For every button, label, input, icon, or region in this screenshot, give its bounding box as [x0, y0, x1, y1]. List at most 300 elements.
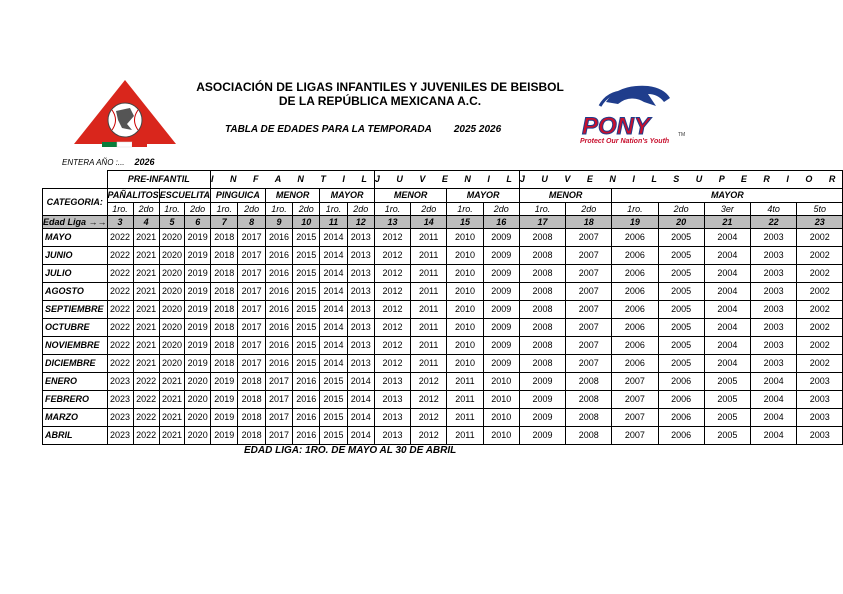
- year-cell: 2005: [704, 408, 750, 426]
- year-cell: 2010: [483, 408, 519, 426]
- year-cell: 2011: [447, 408, 483, 426]
- subgroup-pinguica: PINGUICA: [211, 188, 266, 202]
- year-cell: 2002: [797, 282, 843, 300]
- age-cell: 18: [566, 215, 612, 228]
- year-cell: 2019: [211, 408, 238, 426]
- year-cell: 2023: [107, 408, 133, 426]
- year-cell: 2007: [566, 336, 612, 354]
- year-cell: 2019: [185, 246, 211, 264]
- flag-red: [132, 142, 147, 147]
- year-cell: 2016: [265, 264, 292, 282]
- year-cell: 2002: [797, 228, 843, 246]
- age-cell: 11: [320, 215, 347, 228]
- year-cell: 2009: [519, 426, 565, 444]
- year-cell: 2022: [107, 246, 133, 264]
- year-cell: 2013: [347, 264, 374, 282]
- pony-wordmark: PONY: [582, 113, 651, 140]
- year-cell: 2009: [519, 390, 565, 408]
- ordinal-cell: 2do: [185, 202, 211, 215]
- year-cell: 2022: [133, 390, 159, 408]
- ordinal-cell: 5to: [797, 202, 843, 215]
- ordinal-cell: 1ro.: [107, 202, 133, 215]
- year-cell: 2013: [374, 390, 410, 408]
- age-cell: 3: [107, 215, 133, 228]
- flag-white: [117, 142, 132, 147]
- month-label: JUNIO: [43, 246, 108, 264]
- age-cell: 20: [658, 215, 704, 228]
- year-cell: 2015: [320, 372, 347, 390]
- month-label: AGOSTO: [43, 282, 108, 300]
- year-cell: 2015: [293, 264, 320, 282]
- season-subtitle: [225, 124, 501, 135]
- year-cell: 2010: [447, 264, 483, 282]
- year-cell: 2018: [238, 408, 265, 426]
- year-cell: 2003: [750, 282, 796, 300]
- year-cell: 2013: [347, 318, 374, 336]
- ordinal-cell: 1ro.: [320, 202, 347, 215]
- year-cell: 2022: [133, 426, 159, 444]
- year-cell: 2019: [211, 426, 238, 444]
- year-cell: 2010: [483, 372, 519, 390]
- ordinal-cell: 2do: [347, 202, 374, 215]
- year-cell: 2006: [658, 426, 704, 444]
- year-cell: 2003: [750, 318, 796, 336]
- month-label: MAYO: [43, 228, 108, 246]
- year-cell: 2006: [612, 282, 658, 300]
- year-cell: 2015: [293, 318, 320, 336]
- year-cell: 2015: [320, 426, 347, 444]
- group-pre-infantil: PRE-INFANTIL: [107, 171, 211, 189]
- year-cell: 2021: [133, 282, 159, 300]
- year-cell: 2006: [612, 354, 658, 372]
- year-cell: 2017: [265, 426, 292, 444]
- year-cell: 2008: [566, 426, 612, 444]
- table-row: [43, 372, 843, 390]
- table-row: [43, 390, 843, 408]
- year-cell: 2014: [320, 336, 347, 354]
- year-cell: 2003: [750, 354, 796, 372]
- year-cell: 2020: [185, 372, 211, 390]
- year-cell: 2022: [133, 372, 159, 390]
- year-cell: 2005: [658, 318, 704, 336]
- year-cell: 2012: [411, 408, 447, 426]
- year-cell: 2018: [211, 336, 238, 354]
- ordinal-cell: 1ro.: [265, 202, 292, 215]
- year-cell: 2012: [411, 426, 447, 444]
- year-cell: 2011: [447, 426, 483, 444]
- year-cell: 2012: [374, 246, 410, 264]
- month-label: DICIEMBRE: [43, 354, 108, 372]
- group-juvenil: J U V E N I L: [374, 171, 519, 189]
- year-cell: 2009: [483, 318, 519, 336]
- year-cell: 2008: [519, 336, 565, 354]
- year-cell: 2006: [658, 390, 704, 408]
- year-cell: 2004: [704, 300, 750, 318]
- year-cell: 2003: [797, 372, 843, 390]
- year-cell: 2011: [411, 300, 447, 318]
- year-cell: 2005: [704, 372, 750, 390]
- year-cell: 2015: [293, 336, 320, 354]
- year-cell: 2014: [320, 228, 347, 246]
- year-cell: 2021: [159, 372, 185, 390]
- year-cell: 2020: [159, 282, 185, 300]
- year-cell: 2008: [519, 318, 565, 336]
- year-cell: 2021: [133, 318, 159, 336]
- year-cell: 2014: [320, 300, 347, 318]
- year-cell: 2018: [238, 390, 265, 408]
- year-cell: 2003: [750, 300, 796, 318]
- year-cell: 2020: [159, 318, 185, 336]
- year-cell: 2010: [447, 354, 483, 372]
- entera-label: ENTERA AÑO :...: [62, 158, 125, 167]
- year-cell: 2007: [566, 354, 612, 372]
- year-cell: 2018: [238, 426, 265, 444]
- ordinal-row: [43, 202, 843, 215]
- year-cell: 2004: [750, 408, 796, 426]
- year-cell: 2009: [483, 354, 519, 372]
- year-cell: 2015: [293, 300, 320, 318]
- year-cell: 2015: [293, 228, 320, 246]
- ordinal-cell: 1ro.: [519, 202, 565, 215]
- year-cell: 2004: [704, 318, 750, 336]
- year-cell: 2005: [658, 282, 704, 300]
- entera-year: 2026: [134, 157, 155, 167]
- year-cell: 2005: [658, 354, 704, 372]
- year-cell: 2011: [411, 318, 447, 336]
- year-cell: 2003: [750, 228, 796, 246]
- year-cell: 2009: [519, 372, 565, 390]
- subgroup-juvenil-menor: MENOR: [374, 188, 447, 202]
- year-cell: 2005: [704, 426, 750, 444]
- table-row: [43, 318, 843, 336]
- year-cell: 2014: [347, 426, 374, 444]
- year-cell: 2003: [797, 390, 843, 408]
- year-cell: 2010: [447, 300, 483, 318]
- month-label: OCTUBRE: [43, 318, 108, 336]
- year-cell: 2018: [211, 228, 238, 246]
- year-cell: 2019: [185, 282, 211, 300]
- year-cell: 2006: [612, 228, 658, 246]
- year-cell: 2009: [483, 228, 519, 246]
- year-cell: 2008: [566, 390, 612, 408]
- year-cell: 2007: [612, 408, 658, 426]
- year-cell: 2009: [483, 300, 519, 318]
- month-label: SEPTIEMBRE: [43, 300, 108, 318]
- year-cell: 2003: [797, 426, 843, 444]
- year-cell: 2010: [447, 282, 483, 300]
- year-cell: 2006: [612, 264, 658, 282]
- pony-horse-head-icon: [606, 86, 670, 106]
- year-cell: 2015: [293, 282, 320, 300]
- ordinal-cell: 1ro.: [159, 202, 185, 215]
- year-cell: 2009: [519, 408, 565, 426]
- year-cell: 2017: [265, 372, 292, 390]
- association-title: [195, 80, 565, 108]
- table-row: [43, 336, 843, 354]
- year-cell: 2012: [374, 228, 410, 246]
- year-cell: 2002: [797, 318, 843, 336]
- year-cell: 2022: [107, 354, 133, 372]
- year-cell: 2013: [347, 354, 374, 372]
- year-cell: 2004: [704, 264, 750, 282]
- ordinal-cell: 1ro.: [374, 202, 410, 215]
- ordinal-cell: 2do: [238, 202, 265, 215]
- year-cell: 2022: [107, 282, 133, 300]
- year-cell: 2004: [750, 390, 796, 408]
- ordinal-cell: 2do: [411, 202, 447, 215]
- year-cell: 2010: [483, 426, 519, 444]
- group-juvenil-superior: J U V E N I L S U P E R I O R: [519, 171, 843, 189]
- year-cell: 2007: [566, 318, 612, 336]
- year-cell: 2005: [658, 246, 704, 264]
- year-cell: 2008: [519, 300, 565, 318]
- year-cell: 2002: [797, 354, 843, 372]
- year-cell: 2007: [612, 372, 658, 390]
- year-cell: 2012: [374, 282, 410, 300]
- year-cell: 2007: [566, 282, 612, 300]
- ordinal-cell: 1ro.: [447, 202, 483, 215]
- year-cell: 2023: [107, 426, 133, 444]
- year-cell: 2015: [320, 408, 347, 426]
- year-cell: 2017: [238, 282, 265, 300]
- year-cell: 2019: [185, 228, 211, 246]
- year-cell: 2003: [750, 246, 796, 264]
- year-cell: 2022: [107, 300, 133, 318]
- year-cell: 2022: [107, 228, 133, 246]
- year-cell: 2008: [519, 282, 565, 300]
- year-cell: 2016: [265, 318, 292, 336]
- year-cell: 2005: [704, 390, 750, 408]
- year-cell: 2017: [265, 390, 292, 408]
- year-cell: 2015: [293, 246, 320, 264]
- year-cell: 2018: [211, 246, 238, 264]
- table-row: [43, 264, 843, 282]
- ordinal-cell: 2do: [483, 202, 519, 215]
- year-cell: 2021: [133, 228, 159, 246]
- month-label: MARZO: [43, 408, 108, 426]
- year-cell: 2002: [797, 264, 843, 282]
- table-row: [43, 408, 843, 426]
- year-cell: 2018: [211, 282, 238, 300]
- year-cell: 2017: [238, 318, 265, 336]
- year-cell: 2013: [347, 336, 374, 354]
- age-cell: 21: [704, 215, 750, 228]
- year-cell: 2009: [483, 336, 519, 354]
- year-cell: 2012: [374, 300, 410, 318]
- group-infantil: I N F A N T I L: [211, 171, 375, 189]
- age-cell: 16: [483, 215, 519, 228]
- year-cell: 2015: [320, 390, 347, 408]
- year-cell: 2018: [211, 318, 238, 336]
- year-cell: 2021: [133, 336, 159, 354]
- year-cell: 2014: [320, 264, 347, 282]
- year-cell: 2011: [447, 390, 483, 408]
- year-cell: 2016: [265, 354, 292, 372]
- year-cell: 2016: [265, 336, 292, 354]
- year-cell: 2004: [704, 282, 750, 300]
- year-cell: 2016: [265, 282, 292, 300]
- age-table: [42, 170, 843, 445]
- subgroup-infantil-menor: MENOR: [265, 188, 320, 202]
- year-cell: 2016: [265, 228, 292, 246]
- year-cell: 2014: [320, 318, 347, 336]
- year-cell: 2016: [293, 372, 320, 390]
- year-cell: 2014: [347, 408, 374, 426]
- ordinal-cell: 2do: [293, 202, 320, 215]
- year-cell: 2017: [238, 246, 265, 264]
- year-cell: 2020: [159, 300, 185, 318]
- year-cell: 2020: [185, 390, 211, 408]
- year-cell: 2020: [159, 246, 185, 264]
- year-cell: 2008: [519, 228, 565, 246]
- year-cell: 2006: [658, 408, 704, 426]
- year-cell: 2021: [133, 264, 159, 282]
- year-cell: 2019: [211, 390, 238, 408]
- year-cell: 2016: [293, 426, 320, 444]
- year-cell: 2013: [347, 246, 374, 264]
- ordinal-cell: 2do: [566, 202, 612, 215]
- year-cell: 2014: [320, 354, 347, 372]
- year-cell: 2004: [704, 228, 750, 246]
- year-cell: 2018: [211, 354, 238, 372]
- subgroup-panalitos: PAÑALITOS: [107, 190, 159, 200]
- age-cell: 13: [374, 215, 410, 228]
- year-cell: 2021: [159, 408, 185, 426]
- year-cell: 2014: [320, 246, 347, 264]
- subgroup-escuelita: ESCUELITA: [159, 190, 211, 200]
- year-cell: 2010: [447, 336, 483, 354]
- group-header-row: [43, 171, 843, 189]
- year-cell: 2016: [265, 246, 292, 264]
- year-cell: 2008: [519, 264, 565, 282]
- year-cell: 2009: [483, 264, 519, 282]
- year-cell: 2016: [293, 390, 320, 408]
- year-cell: 2007: [566, 246, 612, 264]
- year-cell: 2015: [293, 354, 320, 372]
- ordinal-cell: 3er: [704, 202, 750, 215]
- year-cell: 2013: [347, 228, 374, 246]
- year-cell: 2011: [411, 246, 447, 264]
- table-row: [43, 354, 843, 372]
- year-cell: 2011: [411, 282, 447, 300]
- age-cell: 22: [750, 215, 796, 228]
- year-cell: 2008: [519, 246, 565, 264]
- year-cell: 2018: [211, 300, 238, 318]
- pony-logo: [578, 80, 698, 146]
- year-cell: 2019: [185, 318, 211, 336]
- year-cell: 2020: [185, 426, 211, 444]
- year-cell: 2011: [447, 372, 483, 390]
- year-cell: 2022: [133, 408, 159, 426]
- year-cell: 2009: [483, 246, 519, 264]
- year-cell: 2007: [566, 228, 612, 246]
- year-cell: 2022: [107, 264, 133, 282]
- year-cell: 2002: [797, 246, 843, 264]
- table-row: [43, 228, 843, 246]
- edad-liga-label: Edad Liga →→: [43, 216, 107, 227]
- age-cell: 7: [211, 215, 238, 228]
- ordinal-cell: 2do: [133, 202, 159, 215]
- year-cell: 2009: [483, 282, 519, 300]
- year-cell: 2003: [750, 264, 796, 282]
- table-row: [43, 246, 843, 264]
- year-cell: 2021: [133, 300, 159, 318]
- subgroup-header-row: [43, 188, 843, 202]
- year-cell: 2014: [347, 372, 374, 390]
- year-cell: 2016: [293, 408, 320, 426]
- year-cell: 2013: [347, 282, 374, 300]
- year-cell: 2014: [320, 282, 347, 300]
- year-cell: 2003: [750, 336, 796, 354]
- year-cell: 2021: [159, 426, 185, 444]
- age-cell: 19: [612, 215, 658, 228]
- year-cell: 2020: [185, 408, 211, 426]
- pony-tagline: Protect Our Nation's Youth: [580, 138, 670, 145]
- month-label: FEBRERO: [43, 390, 108, 408]
- year-cell: 2023: [107, 390, 133, 408]
- year-cell: 2005: [658, 264, 704, 282]
- year-cell: 2019: [185, 336, 211, 354]
- year-cell: 2012: [374, 336, 410, 354]
- age-cell: 14: [411, 215, 447, 228]
- year-cell: 2008: [566, 372, 612, 390]
- year-cell: 2020: [159, 336, 185, 354]
- edad-liga-row: [43, 215, 843, 228]
- year-cell: 2010: [447, 318, 483, 336]
- age-cell: 9: [265, 215, 292, 228]
- liga-logo: [72, 78, 178, 148]
- table-row: [43, 282, 843, 300]
- age-cell: 15: [447, 215, 483, 228]
- title-line-1: ASOCIACIÓN DE LIGAS INFANTILES Y JUVENILES DE BEISBOL: [196, 80, 564, 94]
- year-cell: 2017: [238, 264, 265, 282]
- year-cell: 2005: [658, 228, 704, 246]
- year-cell: 2004: [704, 336, 750, 354]
- age-cell: 17: [519, 215, 565, 228]
- subgroup-juvenil-mayor: MAYOR: [447, 188, 520, 202]
- year-cell: 2013: [374, 408, 410, 426]
- year-cell: 2011: [411, 264, 447, 282]
- year-cell: 2019: [185, 300, 211, 318]
- year-cell: 2017: [238, 300, 265, 318]
- year-cell: 2012: [374, 318, 410, 336]
- year-cell: 2011: [411, 228, 447, 246]
- year-cell: 2019: [185, 264, 211, 282]
- year-cell: 2010: [447, 228, 483, 246]
- year-cell: 2014: [347, 390, 374, 408]
- age-cell: 5: [159, 215, 185, 228]
- blank-cell: [43, 171, 108, 189]
- year-cell: 2012: [411, 372, 447, 390]
- year-cell: 2020: [159, 264, 185, 282]
- year-cell: 2006: [658, 372, 704, 390]
- subgroup-infantil-mayor: MAYOR: [320, 188, 375, 202]
- year-cell: 2012: [374, 354, 410, 372]
- year-cell: 2008: [566, 408, 612, 426]
- year-cell: 2010: [483, 390, 519, 408]
- year-cell: 2018: [211, 264, 238, 282]
- year-cell: 2017: [265, 408, 292, 426]
- year-cell: 2017: [238, 354, 265, 372]
- year-cell: 2002: [797, 300, 843, 318]
- year-cell: 2012: [411, 390, 447, 408]
- year-cell: 2004: [750, 426, 796, 444]
- footer-note: EDAD LIGA: 1RO. DE MAYO AL 30 DE ABRIL: [244, 445, 457, 456]
- month-label: JULIO: [43, 264, 108, 282]
- month-label: NOVIEMBRE: [43, 336, 108, 354]
- subgroup-superior-menor: MENOR: [519, 188, 611, 202]
- flag-green: [102, 142, 117, 147]
